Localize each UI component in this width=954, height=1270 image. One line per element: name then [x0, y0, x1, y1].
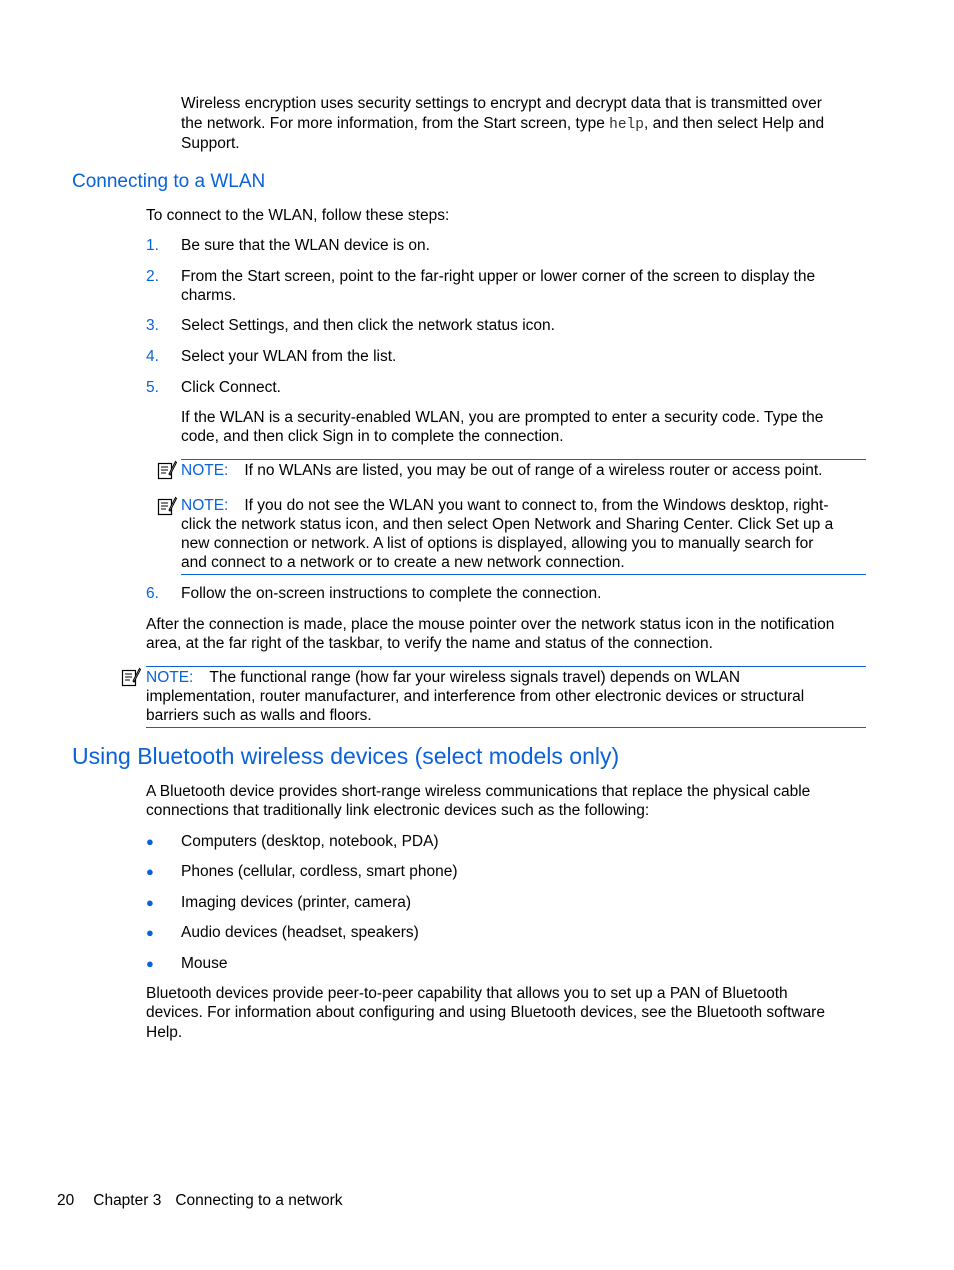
- chapter-title: Connecting to a network: [175, 1192, 343, 1209]
- step5-pre: code, and then click: [181, 428, 323, 445]
- bullet-icon: ●: [146, 956, 154, 971]
- bluetooth-lead-line2: connections that traditionally link electronic devices such as the following:: [146, 802, 650, 819]
- step-number: 1.: [146, 237, 159, 254]
- step-text-pre: Click: [181, 379, 219, 396]
- note-text: If no WLANs are listed, you may be out of range of a wireless router or access point.: [244, 462, 823, 479]
- note-icon: [157, 496, 177, 516]
- list-item: Phones (cellular, cordless, smart phone): [181, 863, 458, 880]
- note-label: NOTE:: [181, 462, 229, 479]
- list-item: Computers (desktop, notebook, PDA): [181, 833, 439, 850]
- step-text: Follow the on-screen instructions to complete the connection.: [181, 585, 602, 602]
- step-number: 3.: [146, 317, 159, 334]
- intro-line-2: [181, 114, 824, 135]
- list-item: Imaging devices (printer, camera): [181, 894, 412, 911]
- list-item: Mouse: [181, 955, 228, 972]
- wlan-lead: To connect to the WLAN, follow these steps:: [146, 207, 450, 224]
- bluetooth-lead-line1: A Bluetooth device provides short-range wireless communications that replace the physical cable: [146, 783, 811, 800]
- note-1: [181, 461, 822, 480]
- page-number: 20: [57, 1192, 75, 1209]
- note-rule-bottom: [146, 727, 866, 728]
- list-item: Audio devices (headset, speakers): [181, 924, 419, 941]
- open-network-bold: Open Network and Sharing Center: [492, 516, 729, 533]
- note-2-line1: [181, 496, 829, 515]
- intro-end: .: [235, 135, 240, 152]
- step-text: Be sure that the WLAN device is on.: [181, 237, 430, 254]
- step-text-pre: Select: [181, 317, 229, 334]
- set-up-bold: Set up a: [775, 516, 834, 533]
- bluetooth-closing-line2: devices. For information about configuring and using Bluetooth devices, see the Bluetooth software: [146, 1004, 825, 1021]
- bullet-icon: ●: [146, 925, 154, 940]
- intro-text: , and then select: [643, 115, 763, 132]
- new-connection-bold: new connection or network: [181, 535, 366, 552]
- step-number: 2.: [146, 268, 159, 285]
- step5-post: to complete the connection.: [369, 428, 564, 445]
- step5-para-line1: If the WLAN is a security-enabled WLAN, you are prompted to enter a security code. Type the: [181, 409, 824, 426]
- note-text: The functional range (how far your wireless signals travel) depends on WLAN: [209, 669, 741, 686]
- step-number: 4.: [146, 348, 159, 365]
- help-code: help: [609, 117, 644, 133]
- note-3-line1: [146, 668, 740, 687]
- note-text: click the network status icon, and then select: [181, 516, 493, 533]
- intro-text: the network. For more information, from the Start screen, type: [181, 115, 610, 132]
- note-rule-top: [146, 666, 866, 667]
- note-2-line3: [181, 534, 813, 553]
- note-rule-top: [181, 459, 866, 460]
- bluetooth-closing-line1: Bluetooth devices provide peer-to-peer capability that allows you to set up a PAN of Bluetooth: [146, 985, 788, 1002]
- step-text: [181, 378, 281, 397]
- note-text: . A list of options is displayed, allowing you to manually search for: [365, 535, 814, 552]
- after-connection-line2: area, at the far right of the taskbar, to verify the name and status of the connection.: [146, 635, 713, 652]
- note-2-line4: and connect to a network or to create a new network connection.: [181, 554, 625, 571]
- help-and-bold: Help and: [762, 115, 825, 132]
- step-text-post: .: [276, 379, 281, 396]
- note-icon: [121, 667, 141, 687]
- note-label: NOTE:: [146, 669, 194, 686]
- connect-bold: Connect: [218, 379, 277, 396]
- bullet-icon: ●: [146, 834, 154, 849]
- section-heading-wlan: Connecting to a WLAN: [72, 171, 266, 192]
- step-text: From the Start screen, point to the far-right upper or lower corner of the screen to display the: [181, 268, 816, 285]
- section-heading-bluetooth: Using Bluetooth wireless devices (select models only): [72, 743, 620, 769]
- note-icon: [157, 460, 177, 480]
- sign-in-bold: Sign in: [322, 428, 370, 445]
- intro-line-3: [181, 134, 240, 153]
- chapter-label: Chapter 3: [93, 1192, 162, 1209]
- after-connection-line1: After the connection is made, place the mouse pointer over the network status icon in the notification: [146, 616, 835, 633]
- step-text: charms.: [181, 287, 237, 304]
- note-rule-bottom: [181, 574, 866, 575]
- support-bold: Support: [181, 135, 236, 152]
- bullet-icon: ●: [146, 864, 154, 879]
- footer: [57, 1191, 342, 1210]
- bluetooth-closing-line3: Help.: [146, 1024, 183, 1041]
- step-number: 6.: [146, 585, 159, 602]
- step-number: 5.: [146, 379, 159, 396]
- intro-line-1: Wireless encryption uses security settings to encrypt and decrypt data that is transmitted over: [181, 95, 822, 112]
- step-text: [181, 316, 555, 335]
- note-3-line3: barriers such as walls and floors.: [146, 707, 372, 724]
- settings-bold: Settings: [228, 317, 285, 334]
- note-text: If you do not see the WLAN you want to connect to, from the Windows desktop, right-: [244, 497, 829, 514]
- note-3-line2: implementation, router manufacturer, and interference from other electronic devices or structural: [146, 688, 805, 705]
- note-2-line2: [181, 515, 833, 534]
- note-text: . Click: [728, 516, 776, 533]
- step-text: Select your WLAN from the list.: [181, 348, 397, 365]
- bullet-icon: ●: [146, 895, 154, 910]
- step-text-post: , and then click the network status icon.: [284, 317, 555, 334]
- note-label: NOTE:: [181, 497, 229, 514]
- step5-para-line2: [181, 427, 564, 446]
